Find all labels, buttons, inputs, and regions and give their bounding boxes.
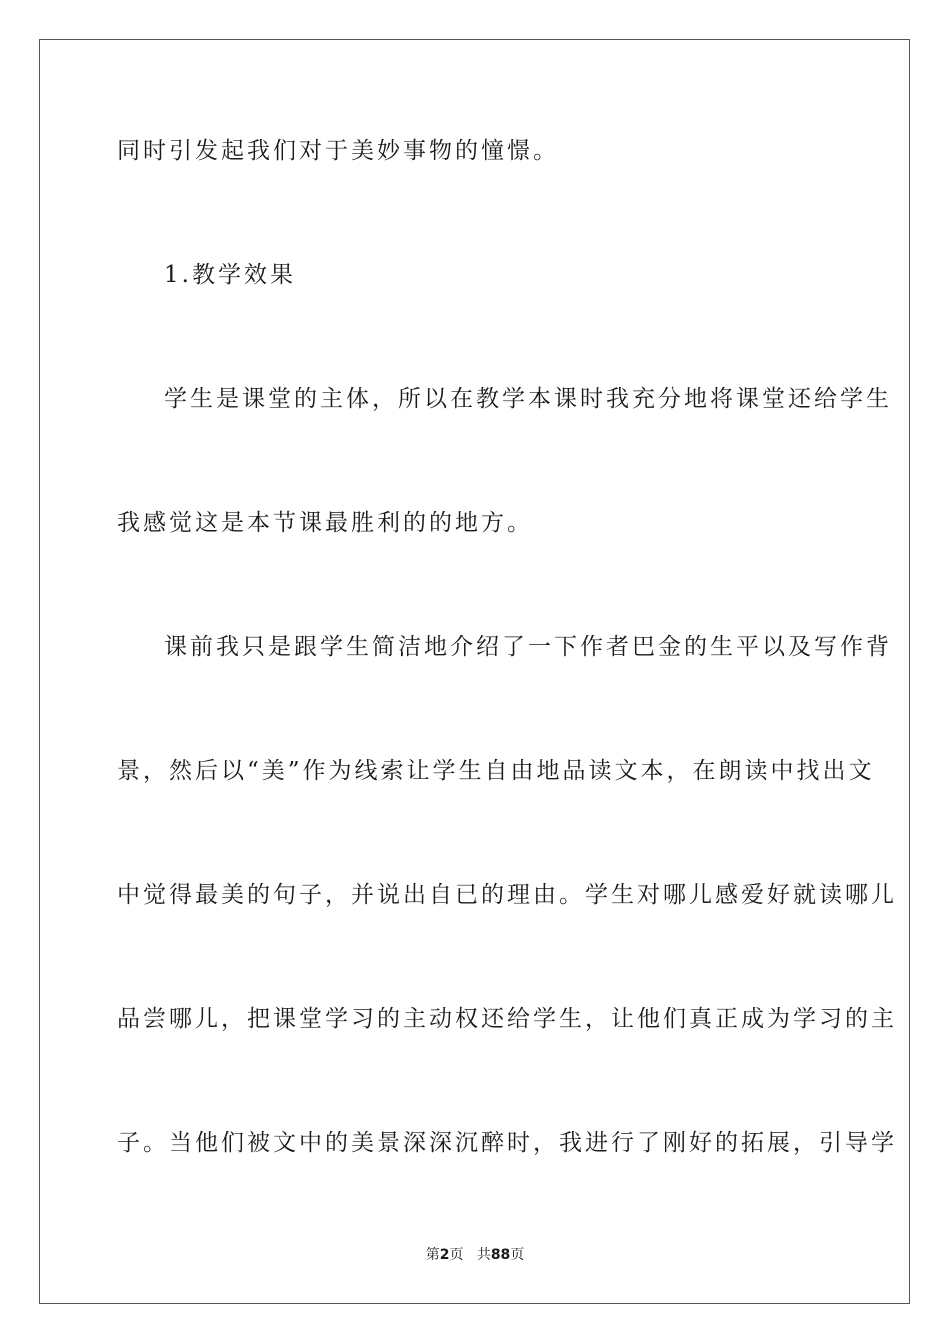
section-heading: 1.教学效果 <box>164 262 296 288</box>
body-line-4: 课前我只是跟学生简洁地介绍了一下作者巴金的生平以及写作背 <box>164 634 892 660</box>
body-line-1: 同时引发起我们对于美妙事物的憧憬。 <box>117 138 559 164</box>
body-line-6: 中觉得最美的句子，并说出自已的理由。学生对哪儿感爱好就读哪儿 <box>117 882 897 908</box>
body-line-7: 品尝哪儿，把课堂学习的主动权还给学生，让他们真正成为学习的主 <box>117 1006 897 1032</box>
page-footer <box>0 1246 950 1264</box>
footer-page-suffix: 页 <box>449 1247 464 1263</box>
footer-total-pages: 88 <box>490 1247 511 1263</box>
page-border <box>39 39 910 1304</box>
body-line-3: 我感觉这是本节课最胜利的的地方。 <box>117 510 533 536</box>
body-line-5: 景，然后以“美”作为线索让学生自由地品读文本，在朗读中找出文 <box>117 758 875 784</box>
footer-page-number: 2 <box>439 1247 450 1263</box>
body-line-2: 学生是课堂的主体，所以在教学本课时我充分地将课堂还给学生 <box>164 386 892 412</box>
footer-total-prefix: 共 <box>476 1247 491 1263</box>
footer-prefix: 第 <box>425 1247 440 1263</box>
body-line-8: 子。当他们被文中的美景深深沉醉时，我进行了刚好的拓展，引导学 <box>117 1130 897 1156</box>
footer-total-suffix: 页 <box>510 1247 525 1263</box>
